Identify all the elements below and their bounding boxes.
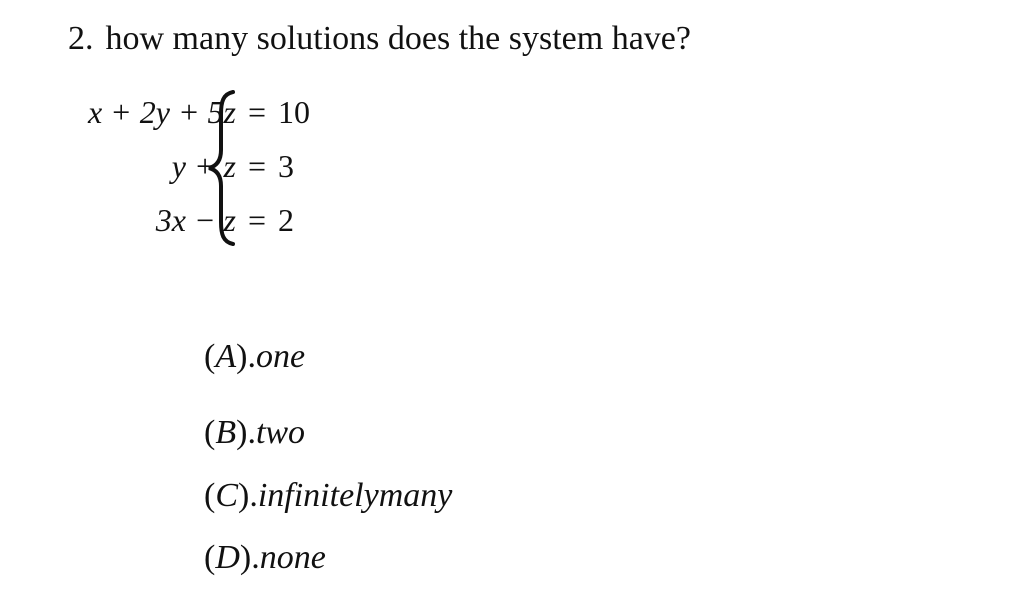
option-b[interactable]: (B).two xyxy=(204,414,306,451)
equals-sign: = xyxy=(248,202,267,238)
question-text: how many solutions does the system have? xyxy=(105,20,691,57)
question-number: 2. xyxy=(68,20,94,57)
equals-sign: = xyxy=(248,148,267,184)
option-b-text: two xyxy=(255,414,306,451)
equation-3 xyxy=(24,200,294,240)
option-d-text: none xyxy=(259,539,326,576)
equation-1 xyxy=(24,92,310,132)
option-c-text: infinitelymany xyxy=(257,477,453,514)
equation-3-rhs: 2 xyxy=(278,202,295,238)
equation-2-rhs: 3 xyxy=(278,148,295,184)
question-heading xyxy=(68,16,691,62)
equation-3-lhs: 3x − z xyxy=(155,202,236,238)
option-d-letter: D xyxy=(215,539,240,576)
option-a[interactable]: (A).one xyxy=(204,338,306,375)
equation-1-lhs: x + 2y + 5z xyxy=(87,94,236,130)
option-b-letter: B xyxy=(215,414,237,451)
option-c[interactable]: (C).infinitelymany xyxy=(204,477,453,514)
equation-1-rhs: 10 xyxy=(278,94,311,130)
option-a-letter: A xyxy=(215,338,237,375)
option-c-letter: C xyxy=(215,477,239,514)
option-a-text: one xyxy=(255,338,306,375)
equation-2 xyxy=(24,146,294,186)
equation-2-lhs: y + z xyxy=(171,148,236,184)
equals-sign: = xyxy=(248,94,267,130)
option-d[interactable]: (D).none xyxy=(204,539,326,576)
